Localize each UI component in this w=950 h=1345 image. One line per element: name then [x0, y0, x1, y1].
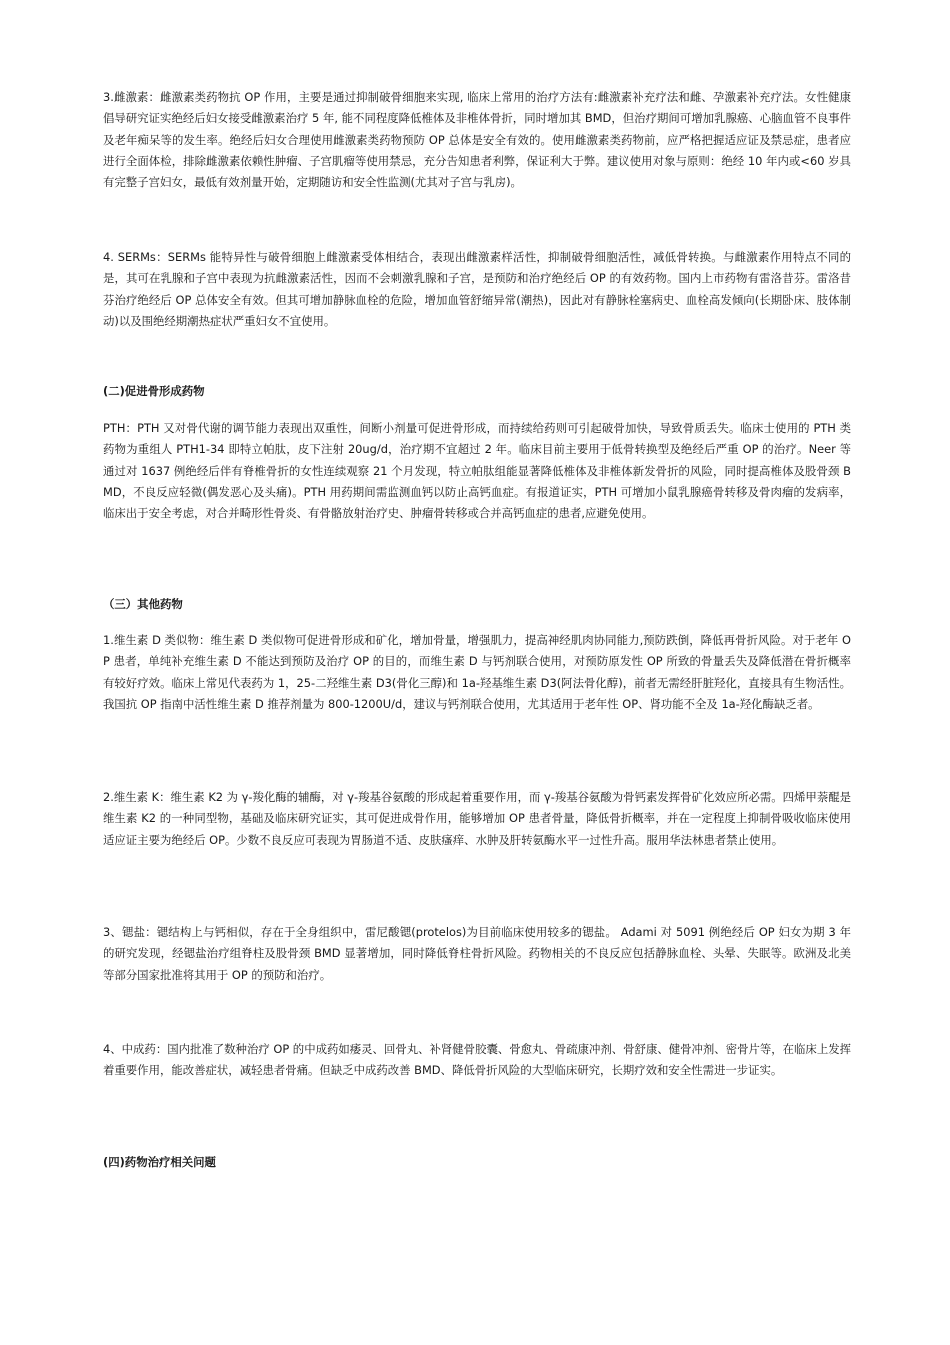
heading-drug-therapy-issues: (四)药物治疗相关问题 [103, 1155, 216, 1169]
paragraph-chinese-medicine: 4、中成药：国内批准了数种治疗 OP 的中成药如痿灵、回骨丸、补肾健骨胶囊、骨愈丸、骨疏康冲剂、骨舒康、健骨冲剂、密骨片等，在临床上发挥着重要作用，能改善症状，减轻患者骨痛。但缺乏中成药改善 BMD、降低骨折风险的大型临床研究，长期疗效和安全性需进一步证实。 [103, 1042, 851, 1078]
paragraph-vitamin-d: 1.维生素 D 类似物：维生素 D 类似物可促进骨形成和矿化，增加骨量，增强肌力，提高神经肌肉协同能力,预防跌倒，降低再骨折风险。对于老年 OP 患者，单纯补充维生素 D 不能达到预防及治疗 OP 的目的，而维生素 D 与钙剂联合使用，对预防原发性 OP 所致的骨量丢失及降低潜在骨折概率有较好疗效。临床上常见代表药为 1，25-二羟维生素 D3(骨化三醇)和 1a-羟基维生素 D3(阿法骨化醇)，前者无需经肝脏羟化，直接具有生物活性。我国抗 OP 指南中活性维生素 D 推荐剂量为 800-1200U/d，建议与钙剂联合使用，尤其适用于老年性 OP、肾功能不全及 1a-羟化酶缺乏者。 [103, 633, 851, 711]
paragraph-pth: PTH：PTH 又对骨代谢的调节能力表现出双重性，间断小剂量可促进骨形成，而持续给药则可引起破骨加快，导致骨质丢失。临床士使用的 PTH 类药物为重组人 PTH1-34 即特立帕肽，皮下注射 20ug/d，治疗期不宜超过 2 年。临床目前主要用于低骨转换型及绝经后严重 OP 的治疗。Neer 等通过对 1637 例绝经后伴有脊椎骨折的女性连续观察 21 个月发现，特立帕肽组能显著降低椎体及非椎体新发骨折的风险，同时提高椎体及股骨颈 BMD，不良反应轻微(偶发恶心及头痛)。PTH 用药期间需监测血钙以防止高钙血症。有报道证实，PTH 可增加小鼠乳腺癌骨转移及骨肉瘤的发病率，临床出于安全考虑，对合并畸形性骨炎、有骨骼放射治疗史、肿瘤骨转移或合并高钙血症的患者,应避免使用。 [103, 421, 851, 521]
paragraph-strontium: 3、锶盐：锶结构上与钙相似，存在于全身组织中，雷尼酸锶(protelos)为目前临床使用较多的锶盐。 Adami 对 5091 例绝经后 OP 妇女为期 3 年的研究发现，经锶盐治疗组脊柱及股骨颈 BMD 显著增加，同时降低脊柱骨折风险。药物相关的不良反应包括静脉血栓、头晕、失眠等。欧洲及北美等部分国家批准将其用于 OP 的预防和治疗。 [103, 925, 851, 982]
paragraph-estrogen: 3.雌激素：雌激素类药物抗 OP 作用，主要是通过抑制破骨细胞来实现, 临床上常用的治疗方法有:雌激素补充疗法和雌、孕激素补充疗法。女性健康倡导研究证实绝经后妇女接受雌激素治疗 5 年, 能不同程度降低椎体及非椎体骨折，同时增加其 BMD，但治疗期间可增加乳腺癌、心脑血管不良事件及老年痴呆等的发生率。绝经后妇女合理使用雌激素类药物预防 OP 总体是安全有效的。使用雌激素类药物前，应严格把握适应证及禁忌症，患者应进行全面体检，排除雌激素依赖性肿瘤、子宫肌瘤等使用禁忌，充分告知患者利弊，保证利大于弊。建议使用对象与原则：绝经 10 年内或<60 岁具有完整子宫妇女，最低有效剂量开始，定期随访和安全性监测(尤其对子宫与乳房)。 [103, 90, 851, 190]
paragraph-vitamin-k: 2.维生素 K：维生素 K2 为 γ-羧化酶的辅酶，对 γ-羧基谷氨酸的形成起着重要作用，而 γ-羧基谷氨酸为骨钙素发挥骨矿化效应所必需。四烯甲萘醌是维生素 K2 的一种同型物，基础及临床研究证实，其可促进成骨作用，能够增加 OP 患者骨量，降低骨折概率，并在一定程度上抑制骨吸收临床使用适应证主要为绝经后 OP。少数不良反应可表现为胃肠道不适、皮肤瘙痒、水肿及肝转氨酶水平一过性升高。服用华法林患者禁止使用。 [103, 790, 851, 847]
heading-bone-formation-drugs: (二)促进骨形成药物 [103, 384, 205, 398]
heading-other-drugs: （三）其他药物 [103, 597, 183, 611]
paragraph-serms: 4. SERMs：SERMs 能特异性与破骨细胞上雌激素受体相结合，表现出雌激素样活性，抑制破骨细胞活性，减低骨转换。与雌激素作用特点不同的是，其可在乳腺和子宫中表现为抗雌激素活性，因而不会刺激乳腺和子宫，是预防和治疗绝经后 OP 的有效药物。国内上市药物有雷洛昔芬。雷洛昔芬治疗绝经后 OP 总体安全有效。但其可增加静脉血栓的危险，增加血管舒缩异常(潮热)，因此对有静脉栓塞病史、血栓高发倾向(长期卧床、肢体制动)以及围绝经期潮热症状严重妇女不宜使用。 [103, 250, 851, 328]
